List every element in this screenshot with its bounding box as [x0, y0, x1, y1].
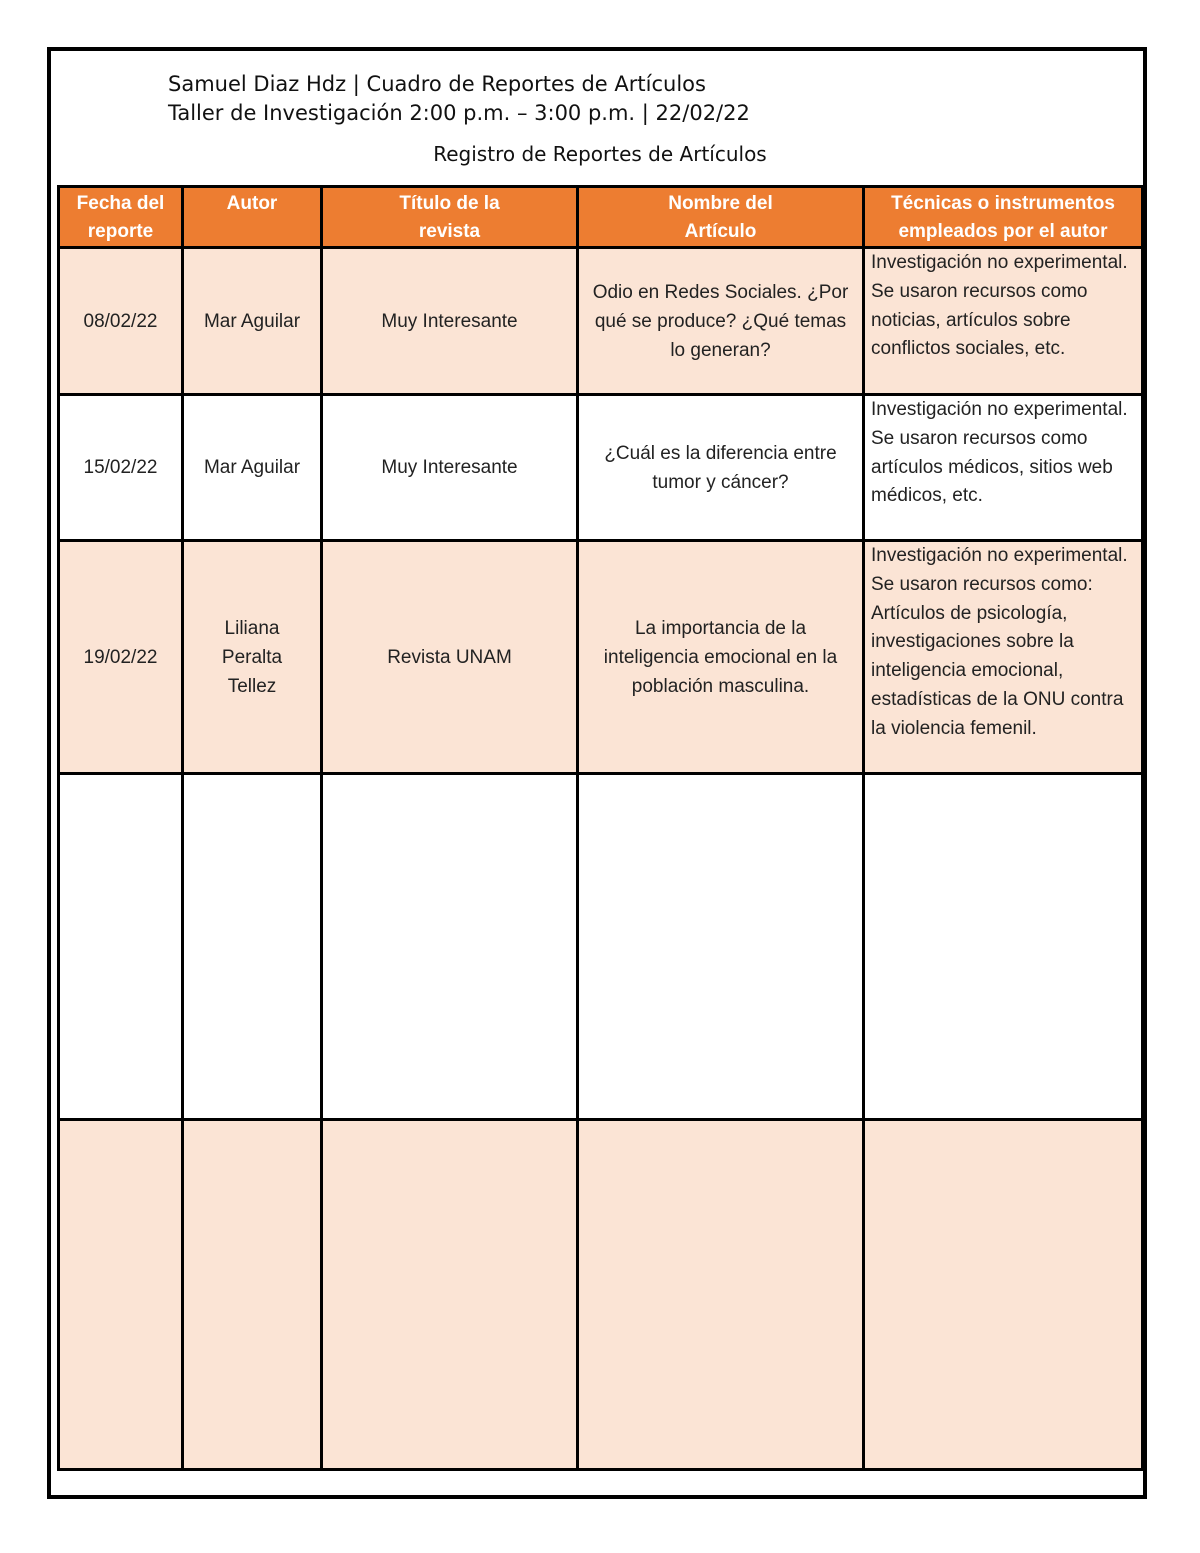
table-row [59, 395, 1143, 541]
document-title: Samuel Diaz Hdz | Cuadro de Reportes de Artículos [168, 72, 706, 96]
table-row [59, 774, 1143, 1120]
cell-autor [183, 1120, 322, 1470]
cell-fecha: 19/02/22 [59, 541, 183, 774]
table-row [59, 248, 1143, 395]
cell-articulo: ¿Cuál es la diferencia entre tumor y cáncer? [578, 395, 864, 541]
column-header-fecha: Fecha del reporte [59, 187, 183, 248]
cell-revista: Muy Interesante [322, 395, 578, 541]
cell-revista [322, 774, 578, 1120]
cell-articulo: La importancia de la inteligencia emocional en la población masculina. [578, 541, 864, 774]
column-header-autor: Autor [183, 187, 322, 248]
cell-autor: Mar Aguilar [183, 395, 322, 541]
table-caption: Registro de Reportes de Artículos [433, 142, 767, 166]
cell-articulo: Odio en Redes Sociales. ¿Por qué se produce? ¿Qué temas lo generan? [578, 248, 864, 395]
cell-tecnicas [864, 774, 1143, 1120]
table-header-row [59, 187, 1143, 248]
reports-table [57, 185, 1144, 1471]
cell-articulo [578, 774, 864, 1120]
cell-tecnicas [864, 1120, 1143, 1470]
cell-revista: Revista UNAM [322, 541, 578, 774]
table-row [59, 541, 1143, 774]
cell-tecnicas: Investigación no experimental. Se usaron recursos como: Artículos de psicología, investigaciones sobre la inteligencia emocional, estadísticas de la ONU contra la violencia femenil. [864, 541, 1143, 774]
cell-tecnicas: Investigación no experimental. Se usaron recursos como artículos médicos, sitios web médicos, etc. [864, 395, 1143, 541]
column-header-articulo: Nombre del Artículo [578, 187, 864, 248]
table-row [59, 1120, 1143, 1470]
cell-articulo [578, 1120, 864, 1470]
cell-autor: Mar Aguilar [183, 248, 322, 395]
cell-revista: Muy Interesante [322, 248, 578, 395]
cell-autor [183, 774, 322, 1120]
column-header-tecnicas: Técnicas o instrumentos empleados por el autor [864, 187, 1143, 248]
column-header-revista: Título de la revista [322, 187, 578, 248]
cell-autor: Liliana Peralta Tellez [183, 541, 322, 774]
cell-revista [322, 1120, 578, 1470]
cell-fecha: 15/02/22 [59, 395, 183, 541]
cell-fecha: 08/02/22 [59, 248, 183, 395]
cell-fecha [59, 1120, 183, 1470]
cell-fecha [59, 774, 183, 1120]
document-course-line: Taller de Investigación 2:00 p.m. – 3:00 p.m. | 22/02/22 [168, 101, 750, 125]
cell-tecnicas: Investigación no experimental. Se usaron recursos como noticias, artículos sobre conflictos sociales, etc. [864, 248, 1143, 395]
